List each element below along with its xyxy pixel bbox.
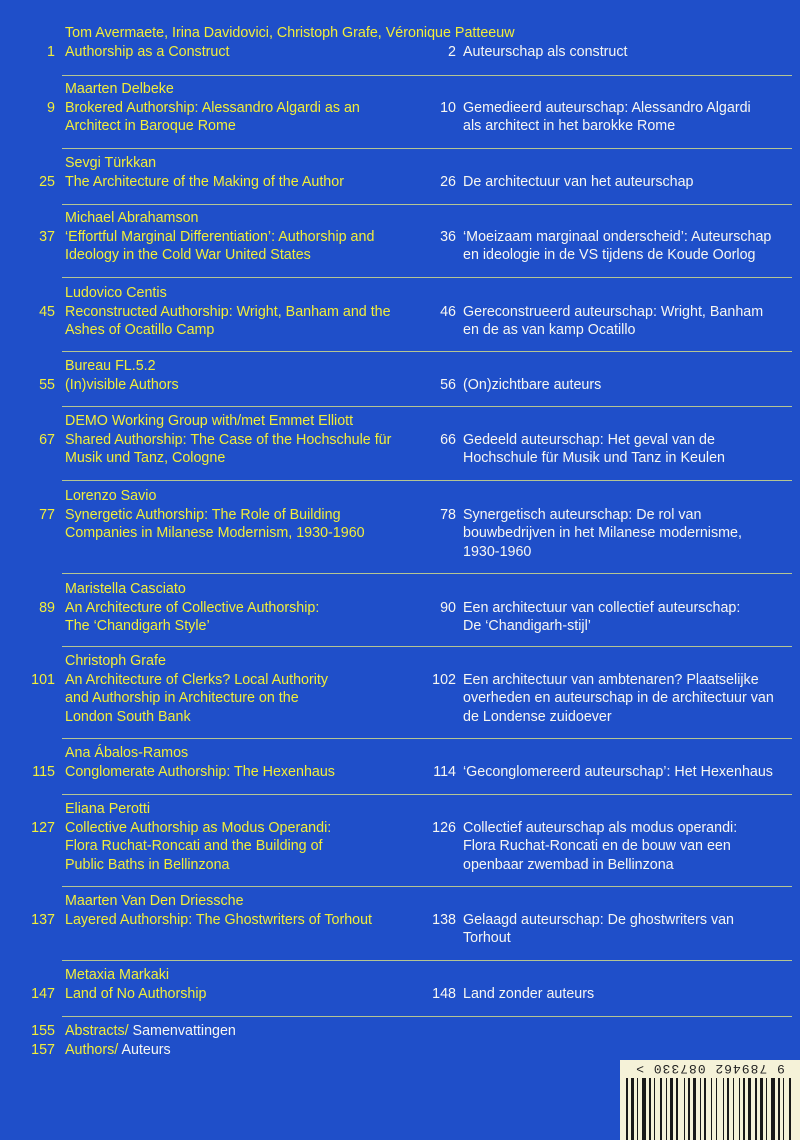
entry-title-nl: Collectief auteurschap als modus operandi: xyxy=(463,819,738,836)
entry-title-nl: Land zonder auteurs xyxy=(463,985,595,1002)
entry-page-nl: 114 xyxy=(433,763,456,780)
entry-page-en: 45 xyxy=(39,303,55,320)
barcode-bar xyxy=(700,1078,701,1140)
barcode-bar xyxy=(693,1078,696,1140)
entry-title-en: Conglomerate Authorship: The Hexenhaus xyxy=(65,763,335,780)
entry-title-nl: Een architectuur van ambtenaren? Plaatselijke xyxy=(463,671,759,688)
entry-author: Eliana Perotti xyxy=(65,801,151,817)
entry-title-en: and Authorship in Architecture on the xyxy=(65,690,299,706)
entry-divider xyxy=(62,406,792,407)
footer-page-2: 157 xyxy=(31,1042,55,1058)
entry-title-nl: ‘Moeizaam marginaal onderscheid’: Auteurschap xyxy=(463,228,772,245)
entry-page-nl: 148 xyxy=(432,985,456,1002)
footer-en-1: Abstracts/ xyxy=(65,1023,129,1039)
entry-page-nl: 138 xyxy=(432,911,456,928)
entry-divider xyxy=(62,646,792,647)
entry-divider xyxy=(62,277,792,278)
entry-title-en: Architect in Baroque Rome xyxy=(65,118,236,134)
entry-page-en: 147 xyxy=(31,985,55,1002)
barcode-bar xyxy=(716,1078,717,1140)
entry-title-nl: ‘Geconglomereerd auteurschap’: Het Hexenhaus xyxy=(463,763,773,780)
barcode-bar xyxy=(733,1078,734,1140)
barcode-digits: 9 789462 087330 > xyxy=(635,1061,785,1076)
entry-title-en: Synergetic Authorship: The Role of Building xyxy=(65,506,341,523)
footer-en-2: Authors/ xyxy=(65,1042,119,1058)
footer-nl-2: Auteurs xyxy=(121,1042,171,1058)
entry-title-nl: als architect in het barokke Rome xyxy=(463,118,676,134)
entry-title-nl: Een architectuur van collectief auteurschap: xyxy=(463,599,741,616)
entry-author: Maristella Casciato xyxy=(65,581,186,597)
entry-title-nl: De architectuur van het auteurschap xyxy=(463,173,694,190)
entry-page-nl: 36 xyxy=(440,228,456,245)
entry-divider xyxy=(62,148,792,149)
entry-title-nl: Gemedieerd auteurschap: Alessandro Algardi xyxy=(463,99,751,116)
entry-divider xyxy=(62,480,792,481)
barcode-bar xyxy=(760,1078,763,1140)
entry-title-nl: openbaar zwembad in Bellinzona xyxy=(463,856,674,873)
entry-page-en: 77 xyxy=(39,506,55,523)
entry-title-nl: Auteurschap als construct xyxy=(463,43,628,60)
footer-label-2 xyxy=(65,1041,171,1060)
entry-title-en: Brokered Authorship: Alessandro Algardi as an xyxy=(65,99,360,116)
barcode-bar xyxy=(723,1078,724,1140)
entry-page-nl: 56 xyxy=(440,376,456,393)
entry-page-nl: 26 xyxy=(440,173,456,190)
barcode-bar xyxy=(684,1078,685,1140)
footer-label-1 xyxy=(65,1022,236,1041)
entry-title-en: The ‘Chandigarh Style’ xyxy=(65,618,210,634)
entry-divider xyxy=(62,75,792,76)
barcode-bar xyxy=(688,1078,690,1140)
barcode-bar xyxy=(642,1078,646,1140)
entry-author: DEMO Working Group with/met Emmet Elliott xyxy=(65,413,354,429)
entry-title-nl: Synergetisch auteurschap: De rol van xyxy=(463,506,702,523)
entry-page-en: 137 xyxy=(31,911,55,928)
entry-title-en: An Architecture of Clerks? Local Authority xyxy=(65,671,329,688)
entry-page-nl: 66 xyxy=(440,431,456,448)
entry-page-en: 89 xyxy=(39,599,55,616)
entry-title-nl: Gelaagd auteurschap: De ghostwriters van xyxy=(463,911,734,928)
barcode-bar xyxy=(670,1078,673,1140)
entry-title-nl: de Londense zuidoever xyxy=(463,708,612,725)
barcode-bar xyxy=(649,1078,651,1140)
entry-page-en: 25 xyxy=(39,173,55,190)
entry-title-en: Authorship as a Construct xyxy=(65,43,230,60)
entry-author: Christoph Grafe xyxy=(65,653,166,669)
entry-divider xyxy=(62,960,792,961)
entry-page-nl: 10 xyxy=(440,99,456,116)
footer-page-1: 155 xyxy=(31,1023,55,1039)
barcode-bar xyxy=(743,1078,745,1140)
entry-title-en: Ashes of Ocatillo Camp xyxy=(65,322,215,338)
entry-divider xyxy=(62,886,792,887)
entry-page-nl: 78 xyxy=(440,506,456,523)
entry-page-nl: 46 xyxy=(440,303,456,320)
entry-title-nl: 1930-1960 xyxy=(463,543,532,560)
entry-title-nl: overheden en auteurschap in de architectuur van xyxy=(463,690,774,706)
entry-title-en: Flora Ruchat-Roncati and the Building of xyxy=(65,838,323,854)
barcode-bars xyxy=(620,1078,800,1140)
entry-title-en: An Architecture of Collective Authorship: xyxy=(65,599,320,616)
entry-author: Michael Abrahamson xyxy=(65,210,199,226)
entry-page-nl: 126 xyxy=(432,819,456,836)
barcode-bar xyxy=(637,1078,638,1140)
entry-title-en: Public Baths in Bellinzona xyxy=(65,856,230,873)
entry-page-en: 1 xyxy=(47,43,55,60)
entry-title-nl: Flora Ruchat-Roncati en de bouw van een xyxy=(463,838,731,854)
entry-page-en: 37 xyxy=(39,228,55,245)
entry-title-en: London South Bank xyxy=(65,708,191,725)
barcode-bar xyxy=(727,1078,729,1140)
entry-author: Tom Avermaete, Irina Davidovici, Christoph Grafe, Véronique Patteeuw xyxy=(65,25,515,41)
entry-title-nl: Gedeeld auteurschap: Het geval van de xyxy=(463,431,715,448)
barcode-bar xyxy=(783,1078,784,1140)
entry-page-en: 67 xyxy=(39,431,55,448)
entry-author: Maarten Delbeke xyxy=(65,81,174,97)
barcode-bar xyxy=(676,1078,678,1140)
entry-page-nl: 2 xyxy=(448,43,456,60)
entry-divider xyxy=(62,204,792,205)
barcode-bar xyxy=(660,1078,662,1140)
entry-page-en: 127 xyxy=(31,819,55,836)
barcode-bar xyxy=(771,1078,775,1140)
entry-page-en: 55 xyxy=(39,376,55,393)
entry-title-nl: en ideologie in de VS tijdens de Koude Oorlog xyxy=(463,247,756,263)
barcode-bar xyxy=(654,1078,655,1140)
entry-title-en: Companies in Milanese Modernism, 1930-1960 xyxy=(65,525,365,541)
entry-divider xyxy=(62,794,792,795)
entry-title-nl: Gereconstrueerd auteurschap: Wright, Banham xyxy=(463,303,764,320)
barcode-bar xyxy=(766,1078,767,1140)
entry-author: Sevgi Türkkan xyxy=(65,155,157,171)
barcode-bar xyxy=(666,1078,667,1140)
entry-title-en: (In)visible Authors xyxy=(65,376,179,393)
entry-title-nl: Torhout xyxy=(463,930,511,946)
entry-title-en: Land of No Authorship xyxy=(65,985,207,1002)
entry-author: Bureau FL.5.2 xyxy=(65,358,156,374)
barcode xyxy=(620,1060,800,1140)
entry-title-en: Ideology in the Cold War United States xyxy=(65,247,311,263)
entry-title-en: Shared Authorship: The Case of the Hochschule für xyxy=(65,431,392,448)
entry-author: Ana Ábalos-Ramos xyxy=(65,745,189,761)
entry-author: Lorenzo Savio xyxy=(65,488,157,504)
entry-title-nl: (On)zichtbare auteurs xyxy=(463,376,602,393)
entry-author: Maarten Van Den Driessche xyxy=(65,893,244,909)
footer-nl-1: Samenvattingen xyxy=(132,1023,236,1039)
barcode-bar xyxy=(755,1078,757,1140)
entry-divider xyxy=(62,573,792,574)
entry-divider xyxy=(62,738,792,739)
barcode-bar xyxy=(748,1078,751,1140)
entry-page-nl: 102 xyxy=(432,671,456,688)
entry-title-nl: Hochschule für Musik und Tanz in Keulen xyxy=(463,450,725,466)
entry-title-nl: bouwbedrijven in het Milanese modernisme, xyxy=(463,525,742,541)
entry-title-en: The Architecture of the Making of the Author xyxy=(65,173,344,190)
entry-title-en: ‘Effortful Marginal Differentiation’: Authorship and xyxy=(65,228,375,245)
entry-page-en: 115 xyxy=(32,763,55,780)
entry-divider xyxy=(62,1016,792,1017)
entry-title-en: Reconstructed Authorship: Wright, Banham and the xyxy=(65,303,391,320)
entry-page-en: 101 xyxy=(31,671,55,688)
entry-author: Ludovico Centis xyxy=(65,285,167,301)
entry-title-en: Musik und Tanz, Cologne xyxy=(65,450,226,466)
entry-page-en: 9 xyxy=(47,99,55,116)
barcode-bar xyxy=(739,1078,740,1140)
entry-title-nl: en de as van kamp Ocatillo xyxy=(463,322,636,338)
entry-divider xyxy=(62,351,792,352)
entry-title-nl: De ‘Chandigarh-stijl’ xyxy=(463,618,591,634)
barcode-bar xyxy=(626,1078,628,1140)
entry-title-en: Layered Authorship: The Ghostwriters of Torhout xyxy=(65,911,373,928)
barcode-bar xyxy=(778,1078,780,1140)
barcode-bar xyxy=(711,1078,712,1140)
barcode-bar xyxy=(631,1078,634,1140)
entry-author: Metaxia Markaki xyxy=(65,967,170,983)
entry-title-en: Collective Authorship as Modus Operandi: xyxy=(65,819,332,836)
barcode-bar xyxy=(789,1078,791,1140)
entry-page-nl: 90 xyxy=(440,599,456,616)
barcode-bar xyxy=(704,1078,706,1140)
